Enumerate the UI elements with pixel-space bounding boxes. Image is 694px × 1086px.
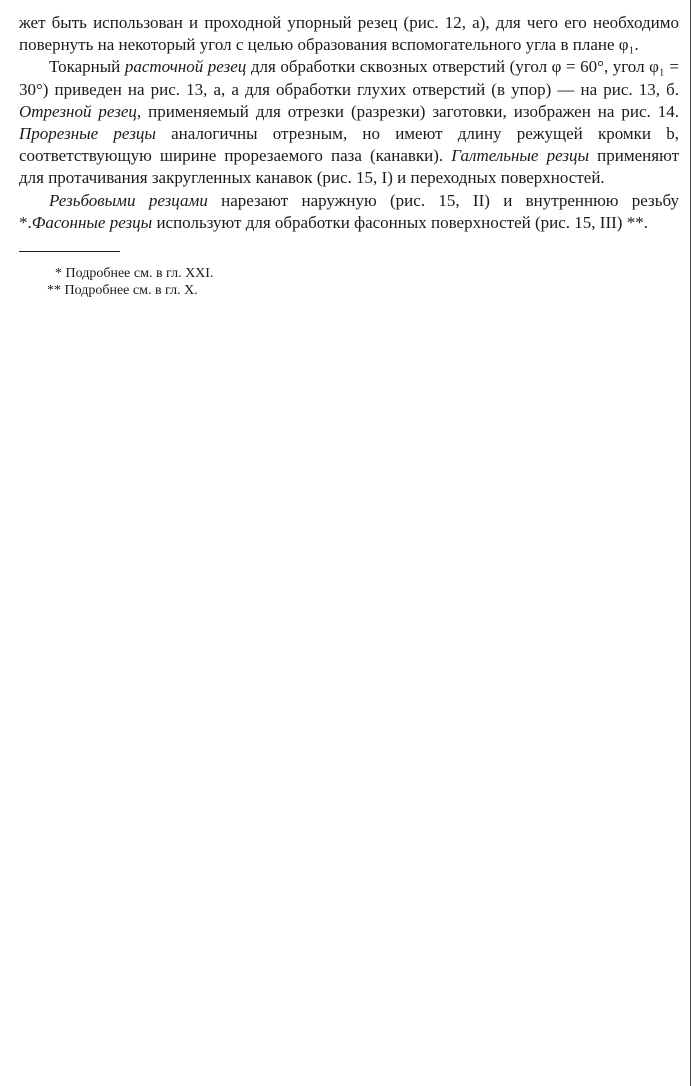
footnote-separator — [19, 251, 120, 252]
text-span: используют для обработки фасонных поверхностей (рис. 15, III) **. — [152, 212, 648, 232]
paragraph-2 — [19, 56, 679, 189]
paragraph-3 — [19, 190, 679, 234]
page-edge-line — [690, 0, 691, 1086]
term-grooving-tools: Прорезные резцы — [19, 124, 156, 144]
term-fillet-tools: Галтельные резцы — [451, 146, 590, 166]
term-cutoff-tool: Отрезной резец, — [19, 101, 142, 121]
footnote-1: * Подробнее см. в гл. XXI. — [55, 266, 214, 282]
paragraph-1: жет быть использован и проходной упорный резец (рис. 12, а), для чего его необходимо повернуть на некоторый угол с целью образования вспомогательного угла в плане φ₁. — [19, 13, 679, 55]
text-span: применяемый для отрезки (разрезки) заготовки, изображен на рис. 14. — [141, 101, 679, 121]
page-text-block — [19, 12, 679, 299]
text-span: нарезают наружную (рис. 15, II) и внутреннюю резьбу *. — [19, 190, 680, 232]
footnote-2: ** Подробнее см. в гл. X. — [47, 282, 198, 298]
term-thread-tools: Резьбовыми резцами — [49, 190, 208, 210]
term-boring-tool: расточной резец — [124, 57, 247, 77]
text-span: Токарный — [49, 57, 125, 77]
text-span: применяют для протачивания закругленных канавок (рис. 15, I) и переходных поверхностей. — [19, 146, 679, 188]
text-span: для обработки сквозных отверстий (угол φ = 60°, угол φ₁ = 30°) приведен на рис. 13, а, а для обработки глухих отверстий (в упор) — на рис. 13, б. — [19, 57, 679, 99]
term-form-tools: Фасонные резцы — [31, 212, 153, 232]
text-span: аналогичны отрезным, но имеют длину режущей кромки b, соответствующую ширине прорезаемого паза (канавки). — [19, 124, 679, 166]
